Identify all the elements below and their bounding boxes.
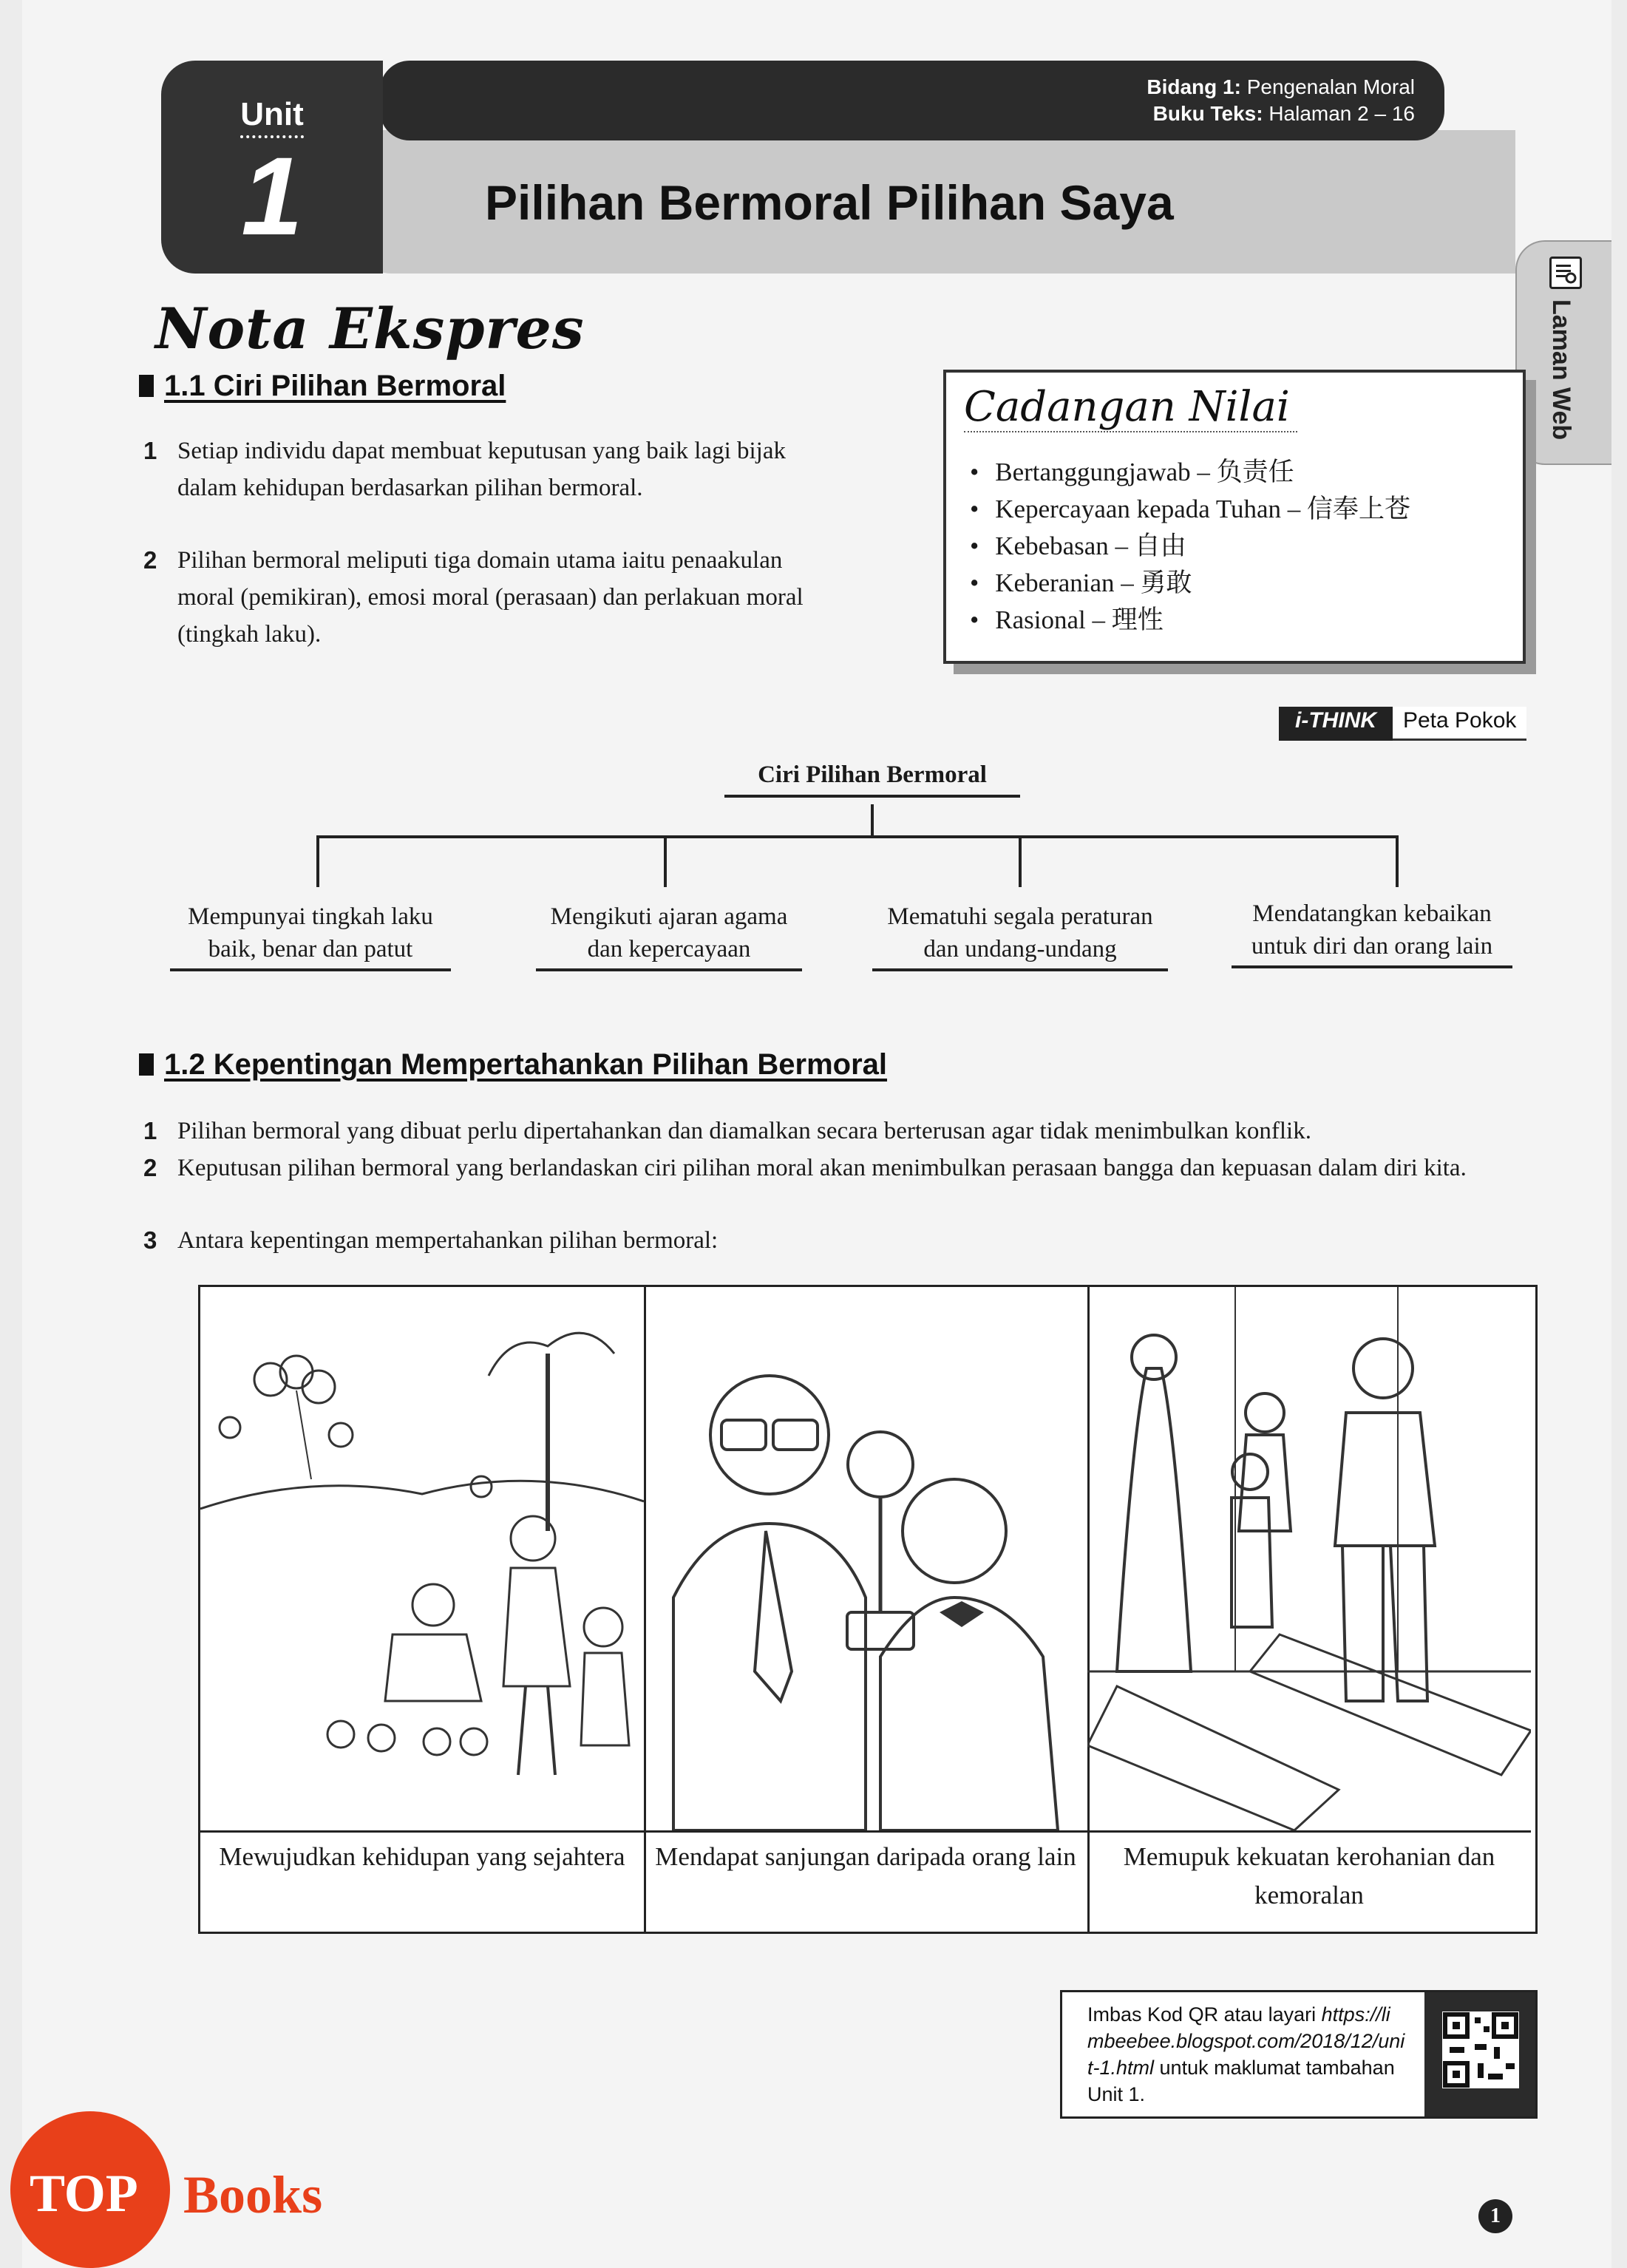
item-text: Setiap individu dapat membuat keputusan yang baik lagi bijak dalam kehidupan berdasarkan pilihan bermoral. bbox=[177, 438, 786, 501]
value-item: • Keberanian – 勇敢 bbox=[970, 565, 1410, 602]
value-item: • Rasional – 理性 bbox=[970, 602, 1410, 639]
illustration-cell bbox=[200, 1287, 646, 1932]
value-item: • Kebebasan – 自由 bbox=[970, 528, 1410, 565]
value-item: • Kepercayaan kepada Tuhan – 信奉上苍 bbox=[970, 491, 1410, 528]
item-text: Pilihan bermoral meliputi tiga domain utama iaitu penaakulan moral (pemikiran), emosi moral (perasaan) dan perlakuan moral (tingkah laku). bbox=[177, 547, 804, 648]
section-2-heading bbox=[139, 1048, 887, 1082]
qr-note-prefix: Imbas Kod QR atau layari bbox=[1087, 2003, 1322, 2026]
ithink-label bbox=[1279, 707, 1526, 741]
tree-leaf: Mengikuti ajaran agama dan kepercayaan bbox=[536, 900, 802, 971]
qr-code-icon[interactable] bbox=[1442, 2011, 1519, 2088]
item-number: 2 bbox=[143, 546, 157, 574]
illustration-table bbox=[198, 1285, 1538, 1934]
ithink-brand: i-THINK bbox=[1279, 707, 1393, 741]
tree-leaf: Mendatangkan kebaikan untuk diri dan orang lain bbox=[1232, 897, 1512, 968]
web-page-icon bbox=[1549, 257, 1582, 289]
qr-note-text bbox=[1087, 2001, 1405, 2108]
item-text: Keputusan pilihan bermoral yang berlandaskan ciri pilihan moral akan menimbulkan perasaan bangga dan kepuasan dalam diri kita. bbox=[177, 1155, 1467, 1181]
illustration-cell bbox=[644, 1287, 1090, 1932]
tree-leaf: Mematuhi segala peraturan dan undang-undang bbox=[872, 900, 1168, 971]
logo-books-text: Books bbox=[183, 2165, 323, 2224]
illustration-caption: Mendapat sanjungan daripada orang lain bbox=[655, 1842, 1076, 1871]
section-1-item bbox=[143, 542, 813, 653]
values-list bbox=[970, 454, 1410, 639]
illustration-caption: Memupuk kekuatan kerohanian dan kemoralan bbox=[1123, 1842, 1495, 1909]
cadangan-nilai-title: Cadangan Nilai bbox=[964, 383, 1297, 432]
item-number: 1 bbox=[143, 1117, 157, 1144]
qr-note-box bbox=[1060, 1990, 1538, 2119]
item-text: Antara kepentingan mempertahankan pilihan bermoral: bbox=[177, 1227, 719, 1254]
tree-connector bbox=[1019, 835, 1022, 887]
ithink-map-type: Peta Pokok bbox=[1393, 707, 1526, 741]
qr-panel bbox=[1424, 1992, 1535, 2116]
cadangan-nilai-box bbox=[943, 370, 1526, 664]
prayer-illustration bbox=[1087, 1287, 1531, 1833]
logo-top-text: TOP bbox=[30, 2164, 138, 2223]
buku-label: Buku Teks: bbox=[1152, 102, 1263, 125]
tree-connector bbox=[871, 804, 874, 838]
item-number: 3 bbox=[143, 1226, 157, 1254]
illustration-cell bbox=[1087, 1287, 1531, 1932]
tree-root-label: Ciri Pilihan Bermoral bbox=[724, 761, 1020, 798]
section-1-heading-text: 1.1 Ciri Pilihan Bermoral bbox=[164, 370, 506, 402]
item-number: 2 bbox=[143, 1154, 157, 1181]
qr-note-suffix: untuk maklumat tambahan Unit 1. bbox=[1087, 2057, 1395, 2105]
tree-leaf: Mempunyai tingkah laku baik, benar dan patut bbox=[170, 900, 451, 971]
section-1-heading bbox=[139, 370, 506, 403]
topbooks-logo bbox=[0, 2111, 414, 2268]
page-number: 1 bbox=[1478, 2199, 1512, 2233]
illustration-caption: Mewujudkan kehidupan yang sejahtera bbox=[219, 1842, 625, 1871]
nota-ekspres-title: Nota Ekspres bbox=[155, 296, 585, 361]
value-item: • Bertanggungjawab – 负责任 bbox=[970, 454, 1410, 491]
info-bar bbox=[380, 61, 1444, 140]
unit-number: 1 bbox=[241, 134, 303, 258]
unit-badge bbox=[161, 61, 383, 274]
section-2-item bbox=[143, 1150, 1530, 1186]
unit-label-text: Unit bbox=[240, 96, 304, 138]
section-2-item bbox=[143, 1222, 1530, 1259]
qr-url-link[interactable]: https://limbeebee.blogspot.com/2018/12/unit-1.html bbox=[1087, 2003, 1405, 2079]
buku-value: Halaman 2 – 16 bbox=[1268, 102, 1415, 125]
section-1-item bbox=[143, 432, 813, 506]
section-2-heading-text: 1.2 Kepentingan Mempertahankan Pilihan Bermoral bbox=[164, 1048, 888, 1081]
tree-connector bbox=[1396, 835, 1399, 887]
award-handover-illustration bbox=[644, 1287, 1087, 1833]
page-title: Pilihan Bermoral Pilihan Saya bbox=[485, 175, 1174, 230]
info-text bbox=[1147, 74, 1415, 127]
bidang-value: Pengenalan Moral bbox=[1246, 75, 1415, 98]
side-tab-label: Laman Web bbox=[1547, 299, 1575, 441]
park-family-illustration bbox=[200, 1287, 644, 1833]
bidang-label: Bidang 1: bbox=[1147, 75, 1241, 98]
item-number: 1 bbox=[143, 437, 157, 464]
workbook-page bbox=[22, 0, 1611, 2268]
item-text: Pilihan bermoral yang dibuat perlu dipertahankan dan diamalkan secara berterusan agar tidak menimbulkan konflik. bbox=[177, 1118, 1311, 1144]
tree-connector bbox=[664, 835, 667, 887]
unit-label bbox=[161, 96, 383, 133]
section-2-item bbox=[143, 1113, 1530, 1150]
tree-connector bbox=[316, 835, 1396, 838]
tree-connector bbox=[316, 835, 319, 887]
laman-web-tab[interactable] bbox=[1515, 240, 1611, 465]
heading-square-icon bbox=[139, 375, 154, 397]
heading-square-icon bbox=[139, 1053, 154, 1076]
